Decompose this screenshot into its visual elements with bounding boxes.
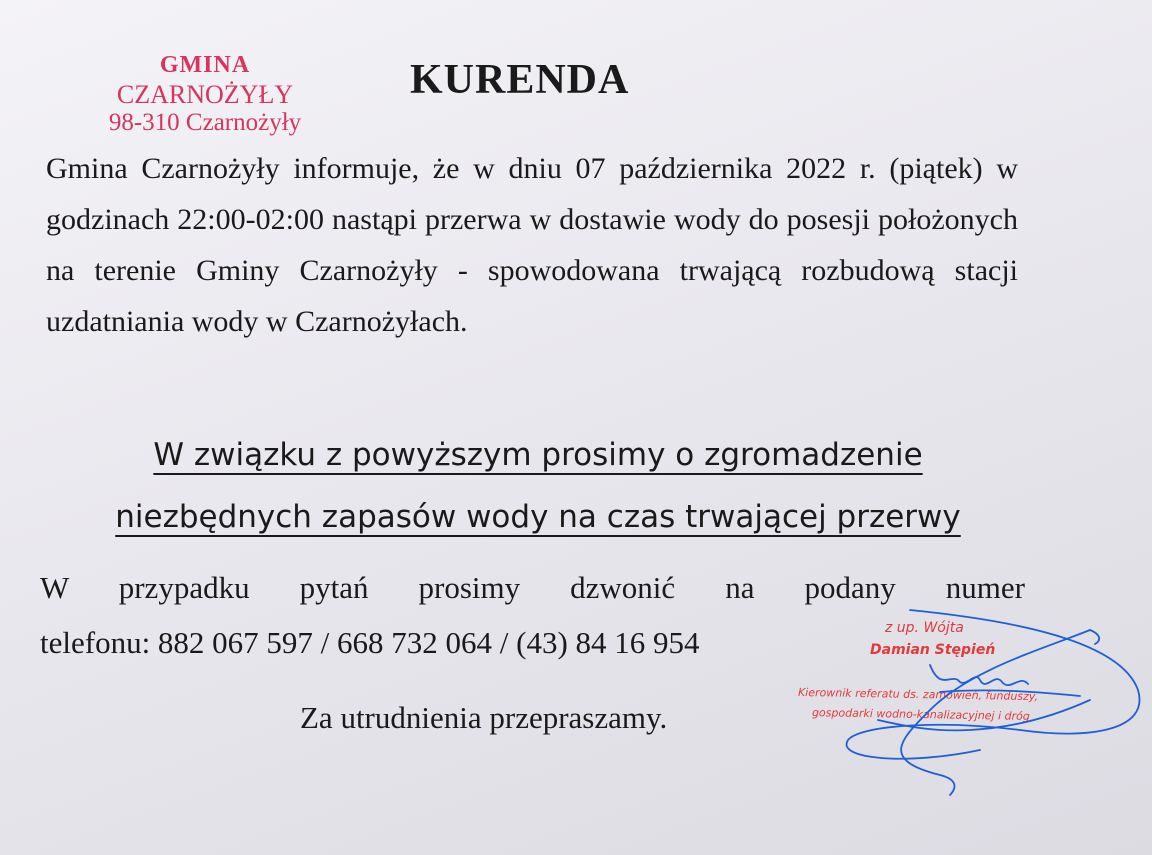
signature-stamp-name: Damian Stępień <box>870 642 996 658</box>
signature-stamp <box>790 600 1150 800</box>
municipality-stamp <box>70 52 340 138</box>
handwritten-signature <box>790 600 1150 800</box>
stamp-line-2: CZARNOŻYŁY <box>116 79 294 109</box>
stamp-line-3: 98-310 Czarnożyły <box>108 109 302 137</box>
contact-line-1: W przypadku pytań prosimy dzwonić na podany numer <box>40 570 1025 605</box>
signature-stamp-position-1: Kierownik referatu ds. zamówień, funduszy, <box>797 685 1039 704</box>
important-notice <box>48 424 1028 548</box>
signature-stamp-line-1: z up. Wójta <box>885 620 964 636</box>
document-title: KURENDA <box>410 57 630 103</box>
signature-stamp-position-2: gospodarki wodno-kanalizacyjnej i dróg <box>811 706 1030 723</box>
apology-text: Za utrudnienia przepraszamy. <box>300 700 668 735</box>
notice-line-1: W związku z powyższym prosimy o zgromadzenie <box>153 437 923 473</box>
notice-line-2: niezbędnych zapasów wody na czas trwającej przerwy <box>115 499 961 535</box>
announcement-paragraph: Gmina Czarnożyły informuje, że w dniu 07 października 2022 r. (piątek) w godzinach 22:00-02:00 nastąpi przerwa w dostawie wody do posesji położonych na terenie Gminy Czarnożyły - spowodowana trwającą rozbudową stacji uzdatniania wody w Czarnożyłach. <box>46 152 1018 338</box>
stamp-line-1: GMINA <box>159 52 251 78</box>
contact-phone-numbers: telefonu: 882 067 597 / 668 732 064 / (43) 84 16 954 <box>40 625 700 660</box>
